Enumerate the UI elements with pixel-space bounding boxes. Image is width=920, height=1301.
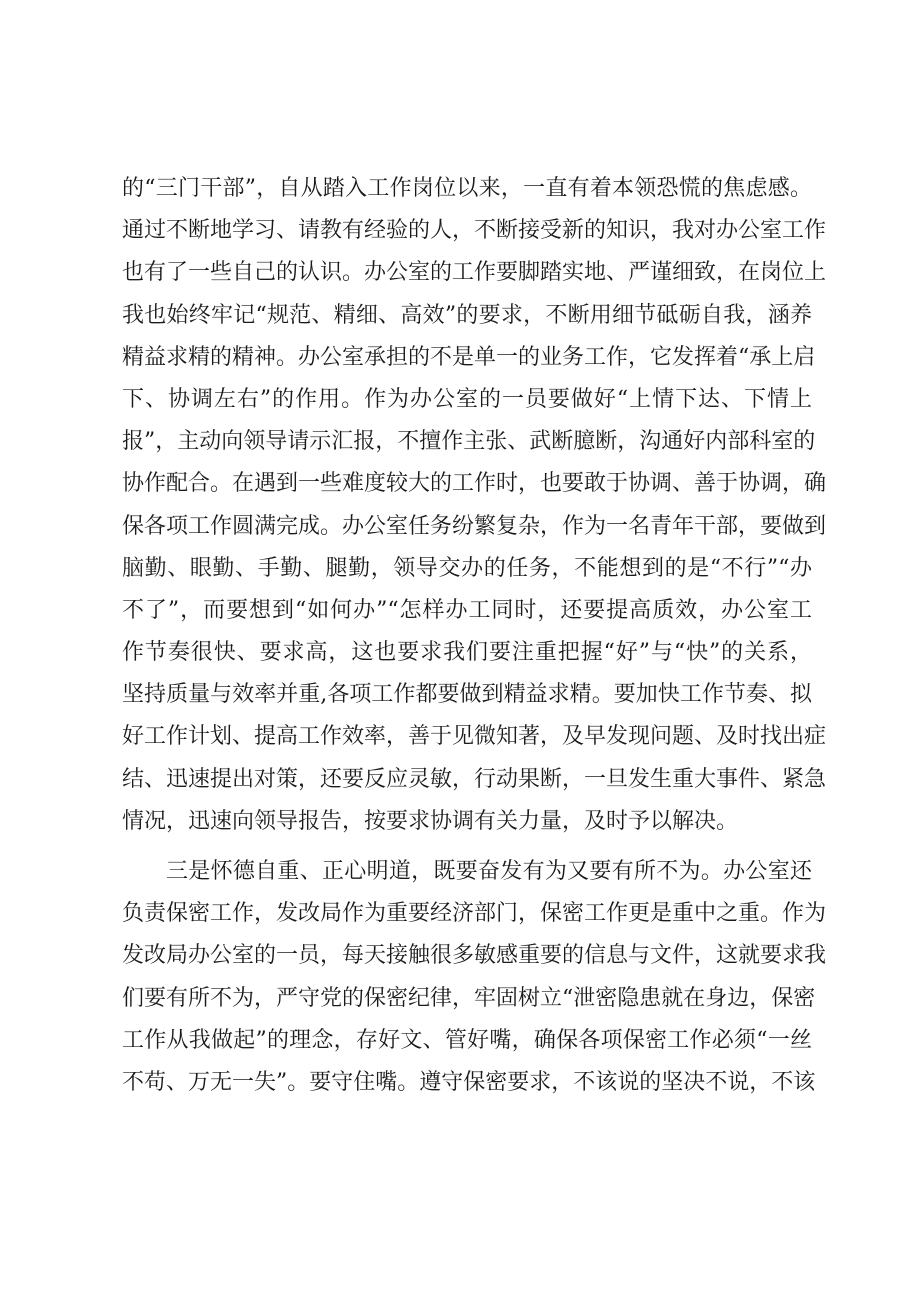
- text-line: 好工作计划、提高工作效率，善于见微知著，及早发现问题、及时找出症: [122, 724, 827, 750]
- paragraph-gap: [122, 843, 812, 851]
- text-line: 通过不断地学习、请教有经验的人，不断接受新的知识，我对办公室工作: [122, 218, 827, 244]
- text-line: 三是怀德自重、正心明道，既要奋发有为又要有所不为。办公室还: [166, 859, 812, 884]
- text-line: 精益求精的精神。办公室承担的不是单一的业务工作，它发挥着“承上启: [122, 344, 816, 370]
- paragraph: [122, 168, 827, 843]
- paragraph: [122, 851, 827, 1104]
- text-line: 坚持质量与效率并重,各项工作都要做到精益求精。要加快工作节奏、拟: [122, 682, 812, 708]
- text-line: 脑勤、眼勤、手勤、腿勤，领导交办的任务，不能想到的是“不行”“办: [122, 555, 812, 581]
- text-line: 的“三门干部”，自从踏入工作岗位以来，一直有着本领恐慌的焦虑感。: [122, 176, 812, 201]
- text-line: 保各项工作圆满完成。办公室任务纷繁复杂，作为一名青年干部，要做到: [122, 513, 827, 539]
- text-line: 发改局办公室的一员，每天接触很多敏感重要的信息与文件，这就要求我: [122, 943, 827, 969]
- text-line: 报”，主动向领导请示汇报，不擅作主张、武断臆断，沟通好内部科室的: [122, 429, 816, 455]
- text-line: 情况，迅速向领导报告，按要求协调有关力量，及时予以解决。: [122, 808, 739, 834]
- text-line: 不苟、万无一失”。要守住嘴。遵守保密要求，不该说的坚决不说，不该: [122, 1069, 816, 1095]
- text-line: 作节奏很快、要求高，这也要求我们要注重把握“好”与“快”的关系，: [122, 640, 812, 666]
- text-line: 协作配合。在遇到一些难度较大的工作时，也要敢于协调、善于协调，确: [122, 471, 827, 497]
- text-line: 负责保密工作，发改局作为重要经济部门，保密工作更是重中之重。作为: [122, 901, 827, 927]
- text-line: 结、迅速提出对策，还要反应灵敏，行动果断，一旦发生重大事件、紧急: [122, 766, 827, 792]
- text-line: 下、协调左右”的作用。作为办公室的一员要做好“上情下达、下情上: [122, 386, 812, 412]
- text-line: 也有了一些自己的认识。办公室的工作要脚踏实地、严谨细致，在岗位上: [122, 260, 827, 286]
- document-body: [122, 168, 827, 1104]
- text-line: 不了”，而要想到“如何办”“怎样办工同时，还要提高质效，办公室工: [122, 597, 812, 623]
- text-line: 们要有所不为，严守党的保密纪律，牢固树立“泄密隐患就在身边，保密: [122, 985, 816, 1011]
- text-line: 工作从我做起”的理念，存好文、管好嘴，确保各项保密工作必须“一丝: [122, 1027, 812, 1053]
- text-line: 我也始终牢记“规范、精细、高效”的要求，不断用细节砥砺自我，涵养: [122, 302, 812, 328]
